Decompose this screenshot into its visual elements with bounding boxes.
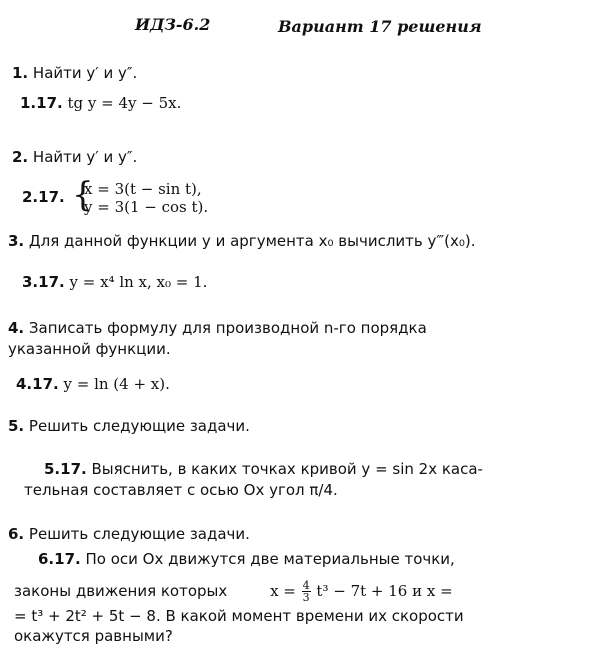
item-6-17-line-2 [14, 580, 453, 603]
item-formula: y = x⁴ ln x, x₀ = 1. [69, 273, 208, 291]
item-number: 3.17. [22, 273, 65, 291]
item-formula: tg y = 4y − 5x. [67, 94, 182, 112]
item-6-17-line-3: = t³ + 2t² + 5t − 8. В какой момент времени их скорости [14, 607, 464, 625]
system-equation-y: y = 3(1 − cos t). [84, 198, 209, 216]
item-formula: x = [270, 582, 296, 600]
item-number-2-17: 2.17. [22, 188, 65, 206]
task-number: 4. [8, 319, 25, 337]
item-text: Выяснить, в каких точках кривой y = sin 2x каса- [91, 460, 483, 478]
item-5-17-line-1 [44, 460, 483, 478]
task-text: Для данной функции y и аргумента x₀ вычислить y‴(x₀). [28, 232, 476, 250]
task-1 [12, 64, 137, 82]
item-3-17 [22, 273, 207, 291]
item-5-17-line-2: тельная составляет с осью Ox угол π/4. [24, 481, 338, 499]
item-formula: t³ − 7t + 16 и x = [316, 582, 453, 600]
item-number: 4.17. [16, 375, 59, 393]
item-text: законы движения которых [14, 582, 228, 600]
page-title: ИДЗ-6.2 [135, 15, 211, 34]
fraction [302, 580, 311, 603]
item-number: 1.17. [20, 94, 63, 112]
task-4-line-1 [8, 319, 427, 337]
item-6-17-line-4: окажутся равными? [14, 627, 173, 645]
item-formula: y = ln (4 + x). [63, 375, 170, 393]
fraction-numerator: 4 [302, 579, 310, 592]
item-4-17 [16, 375, 170, 393]
task-text: Найти y′ и y″. [32, 148, 138, 166]
task-6 [8, 525, 250, 543]
system-brace-icon: { [72, 175, 94, 215]
fraction-denominator: 3 [302, 591, 310, 604]
task-number: 5. [8, 417, 25, 435]
system-equation-x: x = 3(t − sin t), [84, 180, 202, 198]
task-number: 2. [12, 148, 29, 166]
task-5 [8, 417, 250, 435]
item-6-17-line-1 [38, 550, 455, 568]
task-2 [12, 148, 137, 166]
task-text: Записать формулу для производной n-го порядка [28, 319, 427, 337]
task-number: 3. [8, 232, 25, 250]
task-3 [8, 232, 476, 250]
task-text: Решить следующие задачи. [28, 525, 250, 543]
task-4-line-2: указанной функции. [8, 340, 171, 358]
item-number: 6.17. [38, 550, 81, 568]
task-number: 6. [8, 525, 25, 543]
variant-label: Вариант 17 решения [278, 17, 482, 36]
task-text: Решить следующие задачи. [28, 417, 250, 435]
item-1-17 [20, 94, 181, 112]
task-text: Найти y′ и y″. [32, 64, 138, 82]
task-number: 1. [12, 64, 29, 82]
item-number: 5.17. [44, 460, 87, 478]
item-text: По оси Ox движутся две материальные точки, [85, 550, 455, 568]
